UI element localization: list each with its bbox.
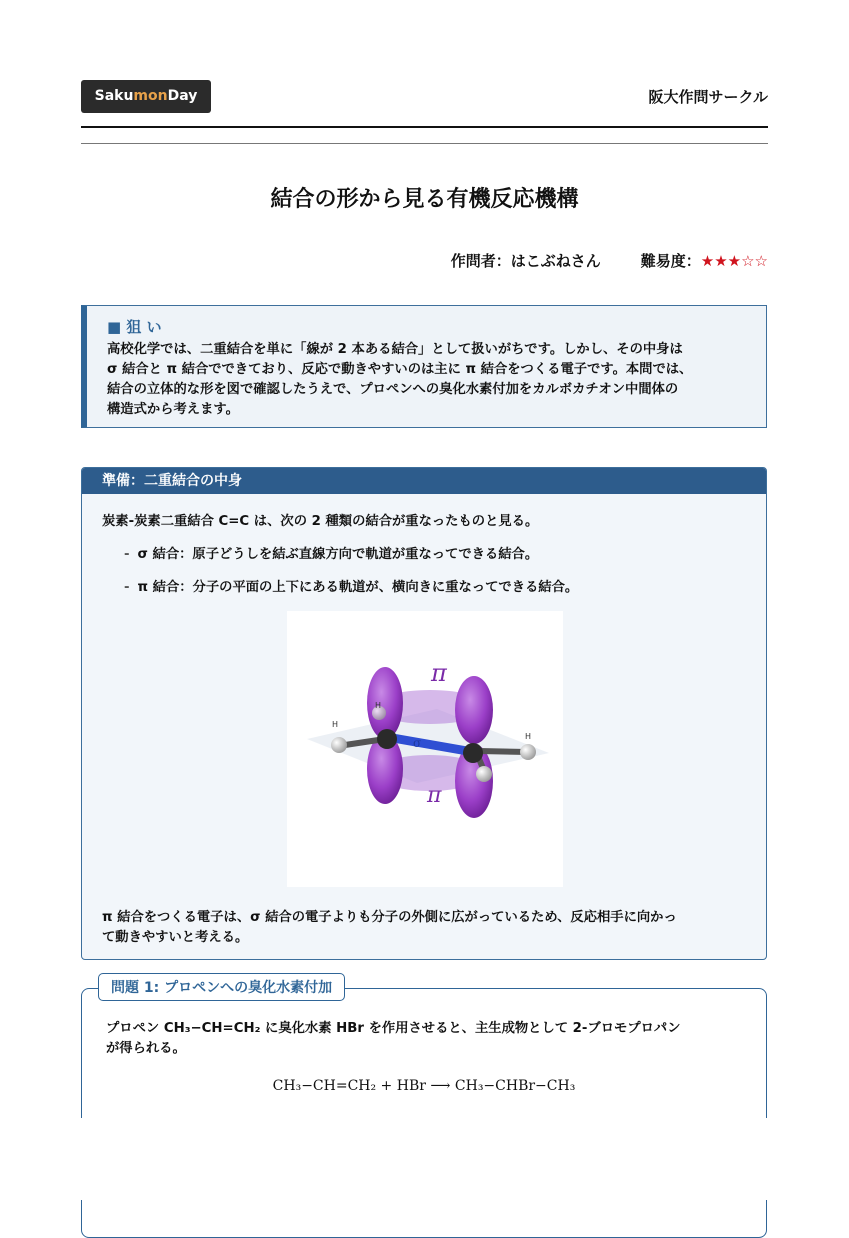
hydrogen-atom: [520, 744, 536, 760]
bond-ch-right: [479, 751, 527, 752]
header-divider: [81, 126, 768, 128]
reaction-equation: CH₃−CH=CH₂ + HBr ⟶ CH₃−CHBr−CH₃: [272, 1078, 576, 1094]
footer-line: π 結合をつくる電子は、σ 結合の電子よりも分子の外側に広がっているため、反応相手に向かっ: [102, 910, 677, 925]
question-1-box: [81, 980, 767, 1238]
double-bond-figure: [287, 611, 563, 887]
header-divider-thin: [81, 143, 768, 144]
page-bottom-margin: [0, 1118, 849, 1200]
hydrogen-atom: [476, 766, 492, 782]
h-label: H: [525, 732, 532, 741]
p-orbital-left-top: [367, 667, 403, 739]
aim-line: σ 結合と π 結合でできており、反応で動きやすいのは主に π 結合をつくる電子です。本問では、: [107, 362, 693, 377]
aim-box: [81, 305, 767, 428]
p-orbital-right-top: [455, 676, 493, 744]
carbon-atom-left: [377, 729, 397, 749]
hydrogen-atom: [331, 737, 347, 753]
prep-footer: [102, 908, 750, 948]
h-label: H: [375, 701, 382, 710]
aim-line: 高校化学では、二重結合を単に「線が 2 本ある結合」として扱いがちです。しかし、その中身は: [107, 342, 683, 357]
aim-heading: ■ 狙 い: [107, 318, 162, 336]
orbital-diagram: [287, 611, 563, 887]
prep-heading: 準備：二重結合の中身: [82, 468, 766, 494]
difficulty-label: 難易度：: [640, 252, 701, 270]
difficulty-stars: ★★★☆☆: [700, 252, 768, 270]
bullet-sigma: - σ 結合：原子どうしを結ぶ直線方向で軌道が重なってできる結合。: [124, 547, 539, 562]
pi-label-top: π: [431, 659, 447, 687]
prep-intro: 炭素-炭素二重結合 C=C は、次の 2 種類の結合が重なったものと見る。: [102, 514, 539, 529]
question-1-tab: 問題 1: プロペンへの臭化水素付加: [98, 973, 345, 1001]
carbon-atom-right: [463, 743, 483, 763]
question-1-text: プロペン CH₃−CH=CH₂ に臭化水素 HBr を作用させると、主生成物として 2-ブロモプロパン が得られる。: [106, 1021, 681, 1056]
author: 作問者：はこぶねさん: [450, 252, 601, 270]
logo: SakumonDay: [81, 80, 211, 113]
meta-line: [451, 250, 768, 271]
footer-line: て動きやすいと考える。: [102, 930, 249, 945]
h-label: H: [332, 720, 339, 729]
sigma-label: σ: [413, 736, 422, 750]
aim-line: 構造式から考えます。: [107, 402, 239, 417]
pi-label-bottom: π: [427, 783, 442, 808]
prep-box: [81, 467, 767, 960]
organization-name: 阪大作問サークル: [648, 88, 768, 106]
page-title: 結合の形から見る有機反応機構: [270, 187, 579, 212]
aim-line: 結合の立体的な形を図で確認したうえで、プロペンへの臭化水素付加をカルボカチオン中間体の: [107, 382, 679, 397]
bullet-pi: - π 結合：分子の平面の上下にある軌道が、横向きに重なってできる結合。: [124, 580, 579, 595]
